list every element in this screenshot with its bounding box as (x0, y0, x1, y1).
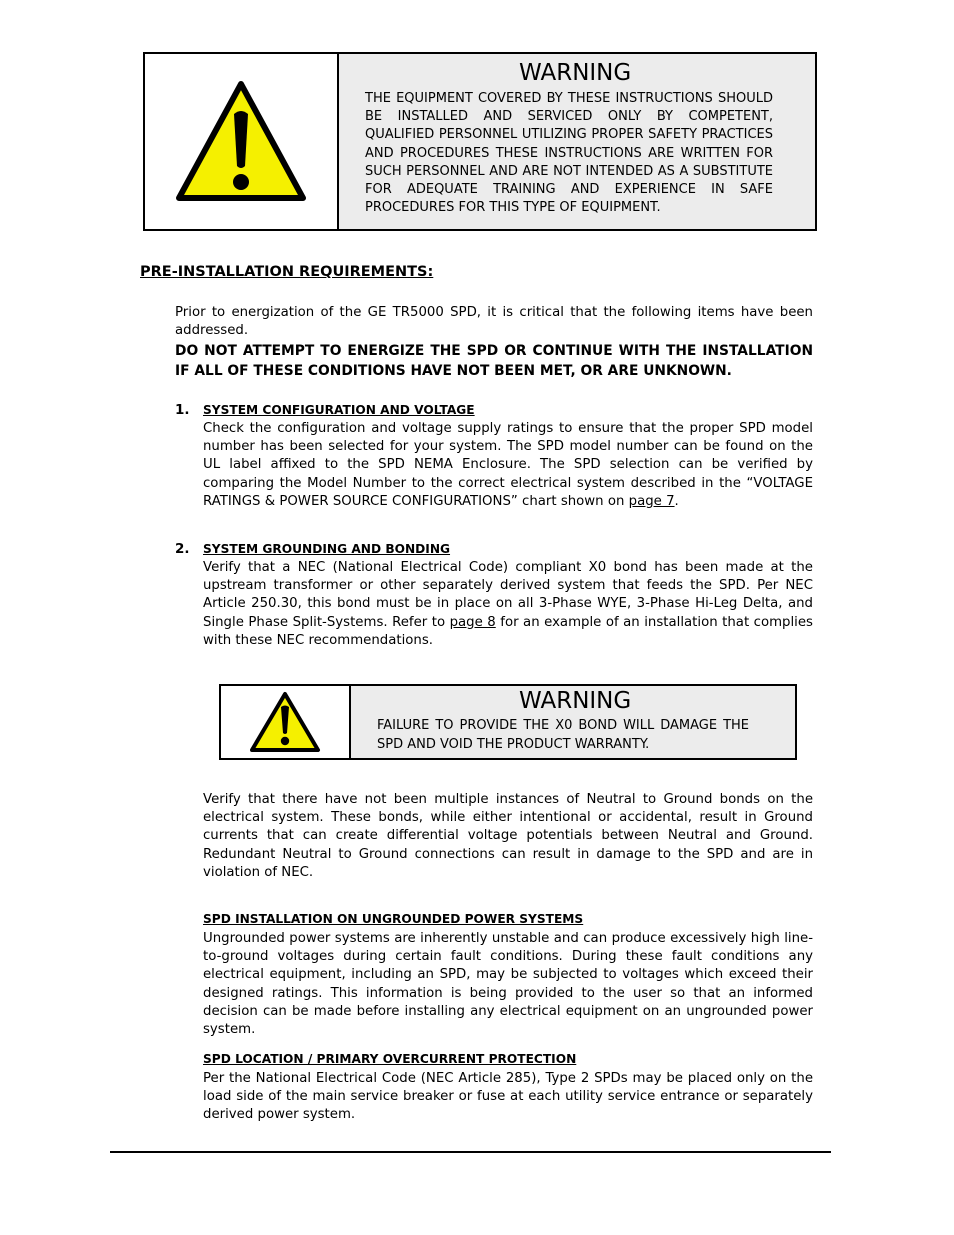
item-text-2 (203, 559, 813, 650)
page-7-link[interactable]: page 7 (628, 493, 675, 509)
item-text-1-body: Check the configuration and voltage supply ratings to ensure that the proper SPD model number has been selected for your system. The SPD model number can be found on the UL label affixed to the SPD NEMA Enclosure. The SPD selection can be verified by comparing the Model Number to the correct electrical system described in the “VOLTAGE RATINGS & POWER SOURCE CONFIGURATIONS” chart shown on (203, 421, 813, 509)
warning-icon-cell-2 (221, 686, 349, 758)
item-heading-1: SYSTEM CONFIGURATION AND VOLTAGE (203, 403, 475, 417)
item-number-2: 2. (175, 541, 190, 557)
section-heading: PRE-INSTALLATION REQUIREMENTS: (140, 264, 434, 280)
item-text-2-end: for an example of an installation that complies with these NEC recommendations. (203, 614, 813, 648)
ungrounded-paragraph: Ungrounded power systems are inherently unstable and can produce excessively high line-to-ground voltages during certain fault conditions. During these fault conditions any electrical equipment, including an SPD, may be subjected to voltages which exceed their designed ratings. This information is being provided to the user so that an informed decision can be made before installing any electrical equipment on an ungrounded power system. (203, 931, 813, 1038)
item-heading-2: SYSTEM GROUNDING AND BONDING (203, 542, 451, 556)
location-paragraph: Per the National Electrical Code (NEC Article 285), Type 2 SPDs may be placed only on the load side of the main service breaker or fuse at each utility service entrance or separately derived power system. (203, 1071, 813, 1123)
warning-triangle-icon (249, 691, 321, 753)
item-number-1: 1. (175, 402, 190, 418)
neutral-ground-paragraph: Verify that there have not been multiple instances of Neutral to Ground bonds on the electrical system. These bonds, while either intentional or accidental, result in Ground currents that can create differential voltage potentials between Neutral and Ground. Redundant Neutral to Ground connections can result in damage to the SPD and are in violation of NEC. (203, 792, 813, 880)
warning-triangle-icon (175, 80, 307, 202)
location-heading: SPD LOCATION / PRIMARY OVERCURRENT PROTECTION (203, 1052, 577, 1066)
warning-message: THE EQUIPMENT COVERED BY THESE INSTRUCTIONS SHOULD BE INSTALLED AND SERVICED ONLY BY COMPETENT, QUALIFIED PERSONNEL UTILIZING PROPER SAFETY PRACTICES AND PROCEDURES THESE INSTRUCTIONS ARE WRITTEN FOR SUCH PERSONNEL AND ARE NOT INTENDED AS A SUBSTITUTE FOR ADEQUATE TRAINING AND EXPERIENCE IN SAFE PROCEDURES FOR THIS TYPE OF EQUIPMENT. (365, 91, 773, 216)
item-text-1 (203, 420, 813, 511)
warning-box-bond (219, 684, 797, 760)
page-8-link[interactable]: page 8 (449, 614, 496, 630)
item-text-2-body: Verify that a NEC (National Electrical Code) compliant X0 bond has been made at the upstream transformer or other separately derived system that feeds the SPD. Per NEC Article 250.30, this bond must be in place on all 3-Phase WYE, 3-Phase Hi-Leg Delta, and Single Phase Split-Systems. Refer to (203, 560, 813, 630)
warning-title-2: WARNING (519, 688, 632, 714)
warning-icon-cell (145, 54, 337, 229)
warning-text-cell (337, 54, 815, 229)
item-text-1-end: . (674, 493, 679, 509)
ungrounded-heading: SPD INSTALLATION ON UNGROUNDED POWER SYSTEMS (203, 912, 584, 926)
caution-paragraph: DO NOT ATTEMPT TO ENERGIZE THE SPD OR CONTINUE WITH THE INSTALLATION IF ALL OF THESE CONDITIONS HAVE NOT BEEN MET, OR ARE UNKNOWN. (175, 343, 813, 379)
footer-divider (110, 1151, 831, 1153)
warning-message-2: FAILURE TO PROVIDE THE X0 BOND WILL DAMAGE THE SPD AND VOID THE PRODUCT WARRANTY. (377, 718, 749, 752)
warning-title: WARNING (519, 60, 632, 86)
warning-text-cell-2 (349, 686, 795, 758)
warning-box-top (143, 52, 817, 231)
intro-paragraph: Prior to energization of the GE TR5000 SPD, it is critical that the following items have been addressed. (175, 305, 813, 339)
